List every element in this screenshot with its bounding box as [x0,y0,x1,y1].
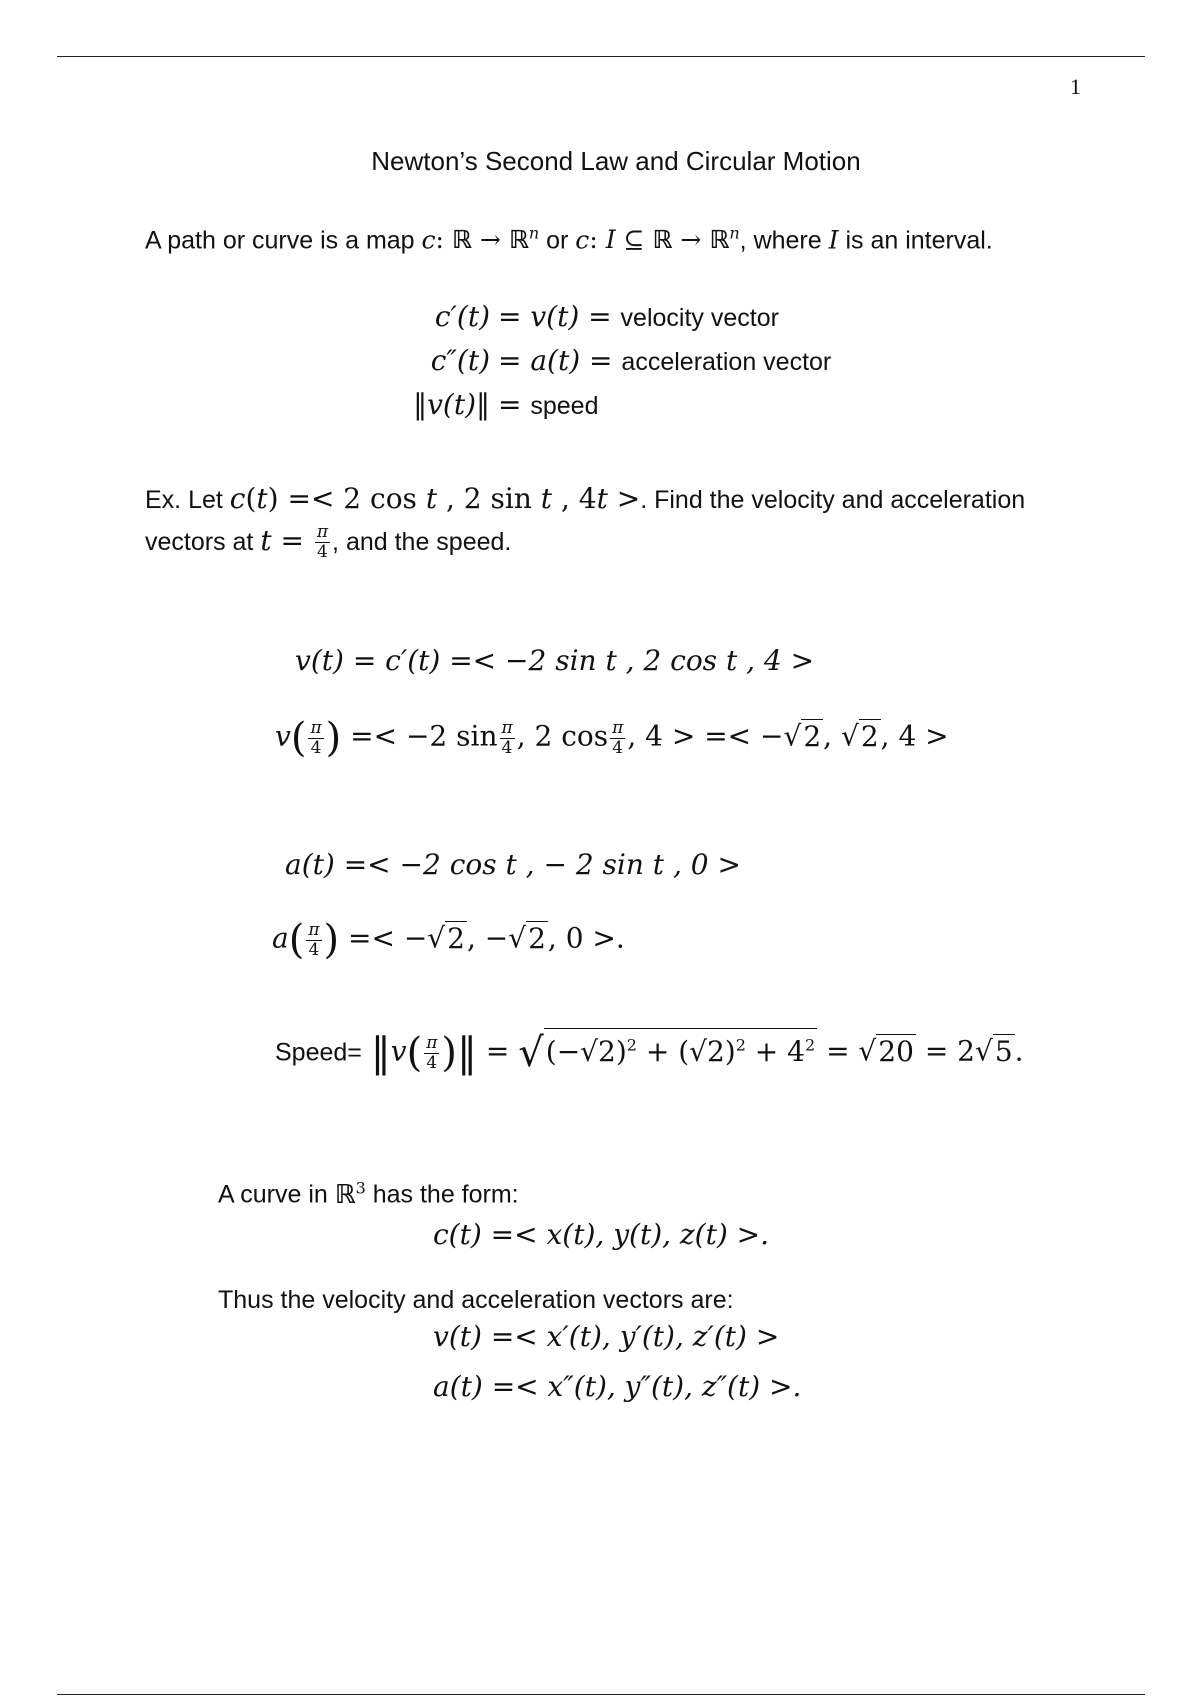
thus-line: Thus the velocity and acceleration vectors are: [218,1286,734,1314]
speed-equation: Speed= ‖v( $\frac{\pi}{4}$ )‖ = $√(-√2)^2 + (√2)^2 + 4^2 = √20 = 2√5$. [275,1030,1024,1076]
intro-line [145,224,993,255]
def-velocity-label: velocity vector [620,304,779,332]
example-curve: c(t) =< 2 cos t , 2 sin t , 4t > [229,482,641,515]
intro-text-d: is an interval. [838,226,993,255]
example-line2-b: , and the speed. [332,528,512,556]
r3-symbol: ℝ$^3$ [334,1178,366,1210]
def-acceleration-rhs: = a(t) = [498,344,613,377]
def-speed-rhs: = [498,388,522,421]
def-acceleration-label: acceleration vector [621,348,832,376]
map-def-2: c [575,225,590,255]
map-def-1: c [421,225,436,255]
intro-text-c: , where [739,226,829,255]
interval-symbol: I [828,225,839,255]
velocity-components: v(t) =< x′(t), y′(t), z′(t) > [433,1320,780,1353]
intro-text-a: A path or curve is a map [145,226,422,255]
example-prefix: Ex. Let [145,486,230,514]
example-line-1 [145,482,1025,515]
def-velocity-rhs: = v(t) = [498,300,612,333]
acceleration-components: a(t) =< x″(t), y″(t), z″(t) >. [433,1370,802,1403]
curve-r3-intro [218,1178,519,1210]
page-title: Newton’s Second Law and Circular Motion [371,146,861,176]
velocity-equation: v(t) = c′(t) =< −2 sin t , 2 cos t , 4 > [295,644,815,677]
acceleration-equation: a(t) =< −2 cos t , − 2 sin t , 0 > [285,848,741,881]
speed-label: Speed= [275,1038,362,1067]
def-velocity-lhs: c′(t) [434,300,490,333]
map-def-1-rest: : ℝ → ℝ$^n$ [435,224,540,255]
def-speed-lhs: ‖v(t)‖ [413,388,490,421]
curve-r3-form: c(t) =< x(t), y(t), z(t) >. [433,1218,770,1251]
def-acceleration-lhs: c″(t) [430,344,490,377]
curve-r3-intro-a: A curve in [218,1180,335,1209]
curve-r3-intro-b: has the form: [365,1180,519,1209]
page-number: 1 [1070,74,1081,99]
example-mid-text: . Find the velocity and acceleration [640,486,1026,514]
acceleration-at-pi-over-4: a( $\frac{\pi}{4}$ ) =< −√2, −√2, 0 >. [272,917,625,963]
top-rule [57,56,1145,57]
example-t-value: t = $\frac{\pi}{4}$ [260,522,329,562]
velocity-at-pi-over-4: v( $\frac{\pi}{4}$ ) =< −2 sin $\frac{\pi}{4}$ , 2 cos $\frac{\pi}{4}$ , 4 > =< −√2, √2, 4 > [275,715,949,761]
def-velocity [400,300,779,333]
example-line-2 [145,524,511,561]
def-speed-label: speed [530,392,599,420]
bottom-rule [57,1694,1145,1695]
map-def-2-rest: : I ⊆ ℝ → ℝ$^n$ [589,224,740,255]
intro-text-b: or [539,226,576,255]
def-speed [400,388,599,421]
example-line2-a: vectors at [145,528,261,556]
def-acceleration [400,344,831,377]
